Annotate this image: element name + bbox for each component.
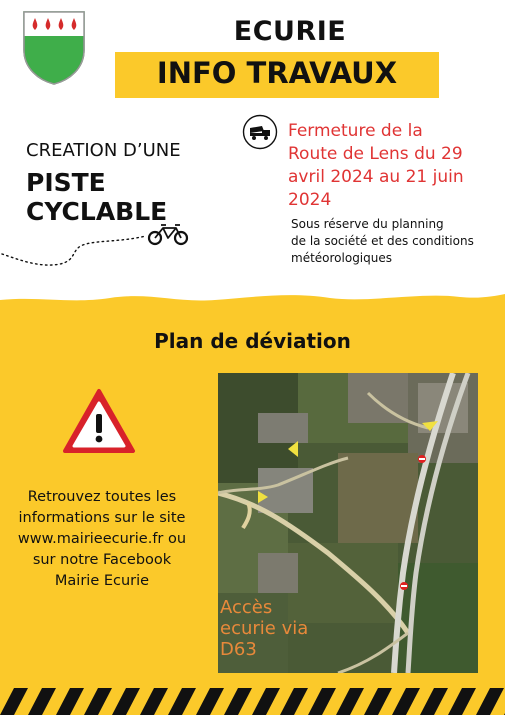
info-line: Retrouvez toutes les [27, 489, 177, 505]
disclaimer-line: météorologiques [291, 251, 392, 265]
closure-line: Route de Lens du 29 [288, 144, 463, 164]
crest-icon [22, 10, 86, 86]
deviation-title: Plan de déviation [154, 329, 351, 353]
disclaimer-line: de la société et des conditions [291, 234, 474, 248]
info-line: sur notre Facebook [32, 552, 172, 568]
info-line: informations sur le site [18, 510, 186, 526]
map-access-label [220, 597, 350, 660]
disclaimer-line: Sous réserve du planning [291, 217, 444, 231]
bike-path-title: PISTE CYCLABLE [26, 168, 168, 226]
access-line: ecurie via [220, 618, 309, 639]
creation-label: CREATION D’UNE [26, 140, 181, 161]
hazard-stripes [0, 688, 505, 715]
dotted-trail [0, 220, 200, 280]
truck-icon [242, 114, 278, 150]
info-line: Mairie Ecurie [54, 573, 150, 589]
closure-notice [288, 120, 498, 212]
town-title: ECURIE [233, 16, 347, 47]
bicycle-icon [149, 225, 187, 244]
closure-line: Fermeture de la [288, 121, 423, 141]
closure-disclaimer [291, 216, 501, 267]
website-link[interactable]: www.mairieecurie.fr ou [17, 531, 187, 547]
banner-title: INFO TRAVAUX [156, 56, 398, 90]
closure-line: avril 2024 au 21 juin [288, 167, 464, 187]
access-line: D63 [220, 639, 257, 660]
warning-icon [62, 388, 136, 456]
access-line: Accès [220, 597, 273, 618]
info-text [16, 487, 188, 592]
closure-line: 2024 [288, 190, 332, 210]
